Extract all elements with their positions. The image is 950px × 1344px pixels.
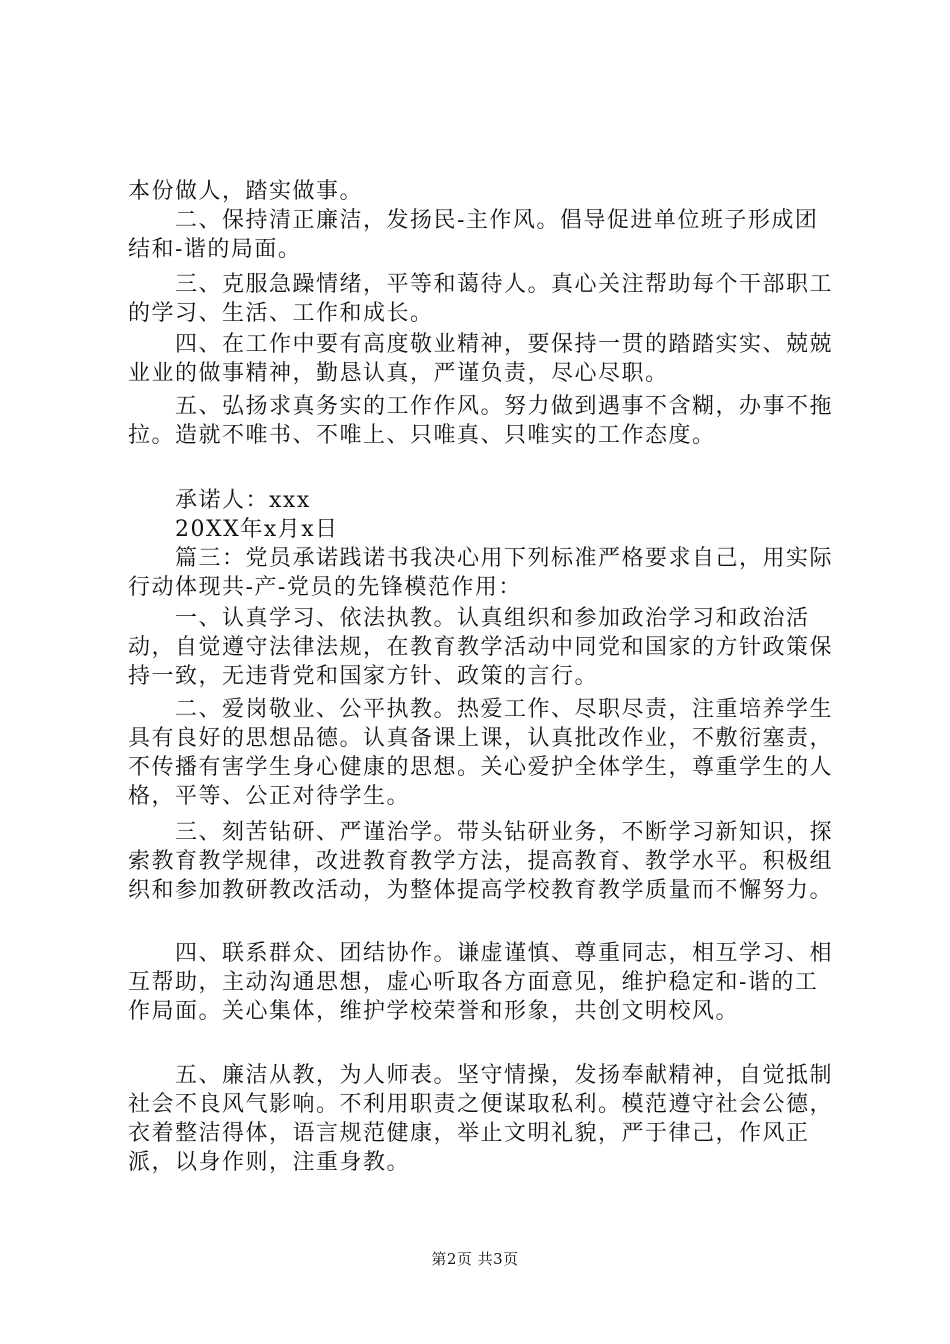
pledge-item-5: 五、廉洁从教，为人师表。坚守情操，发扬奉献精神，自觉抵制社会不良风气影响。不利用职责之便谋取私利。模范遵守社会公德，衣着整洁得体，语言规范健康，举止文明礼貌，严于律己，作风正派，以身作则，注重身教。 xyxy=(128,1063,834,1175)
section-intro: 篇三：党员承诺践诺书我决心用下列标准严格要求自己，用实际行动体现共-产-党员的先锋模范作用： xyxy=(128,546,834,600)
paragraph-item-5: 五、弘扬求真务实的工作作风。努力做到遇事不含糊，办事不拖拉。造就不唯书、不唯上、只唯真、只唯实的工作态度。 xyxy=(128,394,834,448)
page-footer: 第2页 共3页 xyxy=(431,1250,519,1268)
paragraph-continuation: 本份做人，踏实做事。 xyxy=(128,179,364,204)
pledge-item-2: 二、爱岗敬业、公平执教。热爱工作、尽职尽责，注重培养学生具有良好的思想品德。认真备课上课，认真批改作业，不敷衍塞责，不传播有害学生身心健康的思想。关心爱护全体学生，尊重学生的人格，平等、公正对待学生。 xyxy=(128,697,834,809)
paragraph-item-3: 三、克服急躁情绪，平等和蔼待人。真心关注帮助每个干部职工的学习、生活、工作和成长。 xyxy=(128,272,834,326)
pledge-item-1: 一、认真学习、依法执教。认真组织和参加政治学习和政治活动，自觉遵守法律法规，在教育教学活动中同党和国家的方针政策保持一致，无违背党和国家方针、政策的言行。 xyxy=(128,606,834,689)
signatory-line: 承诺人：xxx xyxy=(175,488,311,513)
pledge-item-3: 三、刻苦钻研、严谨治学。带头钻研业务，不断学习新知识，探索教育教学规律，改进教育教学方法，提高教育、教学水平。积极组织和参加教研教改活动，为整体提高学校教育教学质量而不懈努力。 xyxy=(128,820,834,903)
date-line: 20XX年x月x日 xyxy=(175,517,339,542)
pledge-item-4: 四、联系群众、团结协作。谦虚谨慎、尊重同志，相互学习、相互帮助，主动沟通思想，虚心听取各方面意见，维护稳定和-谐的工作局面。关心集体，维护学校荣誉和形象，共创文明校风。 xyxy=(128,941,834,1024)
paragraph-item-2: 二、保持清正廉洁，发扬民-主作风。倡导促进单位班子形成团结和-谐的局面。 xyxy=(128,208,819,262)
paragraph-item-4: 四、在工作中要有高度敬业精神，要保持一贯的踏踏实实、兢兢业业的做事精神，勤恳认真，严谨负责，尽心尽职。 xyxy=(128,332,834,386)
